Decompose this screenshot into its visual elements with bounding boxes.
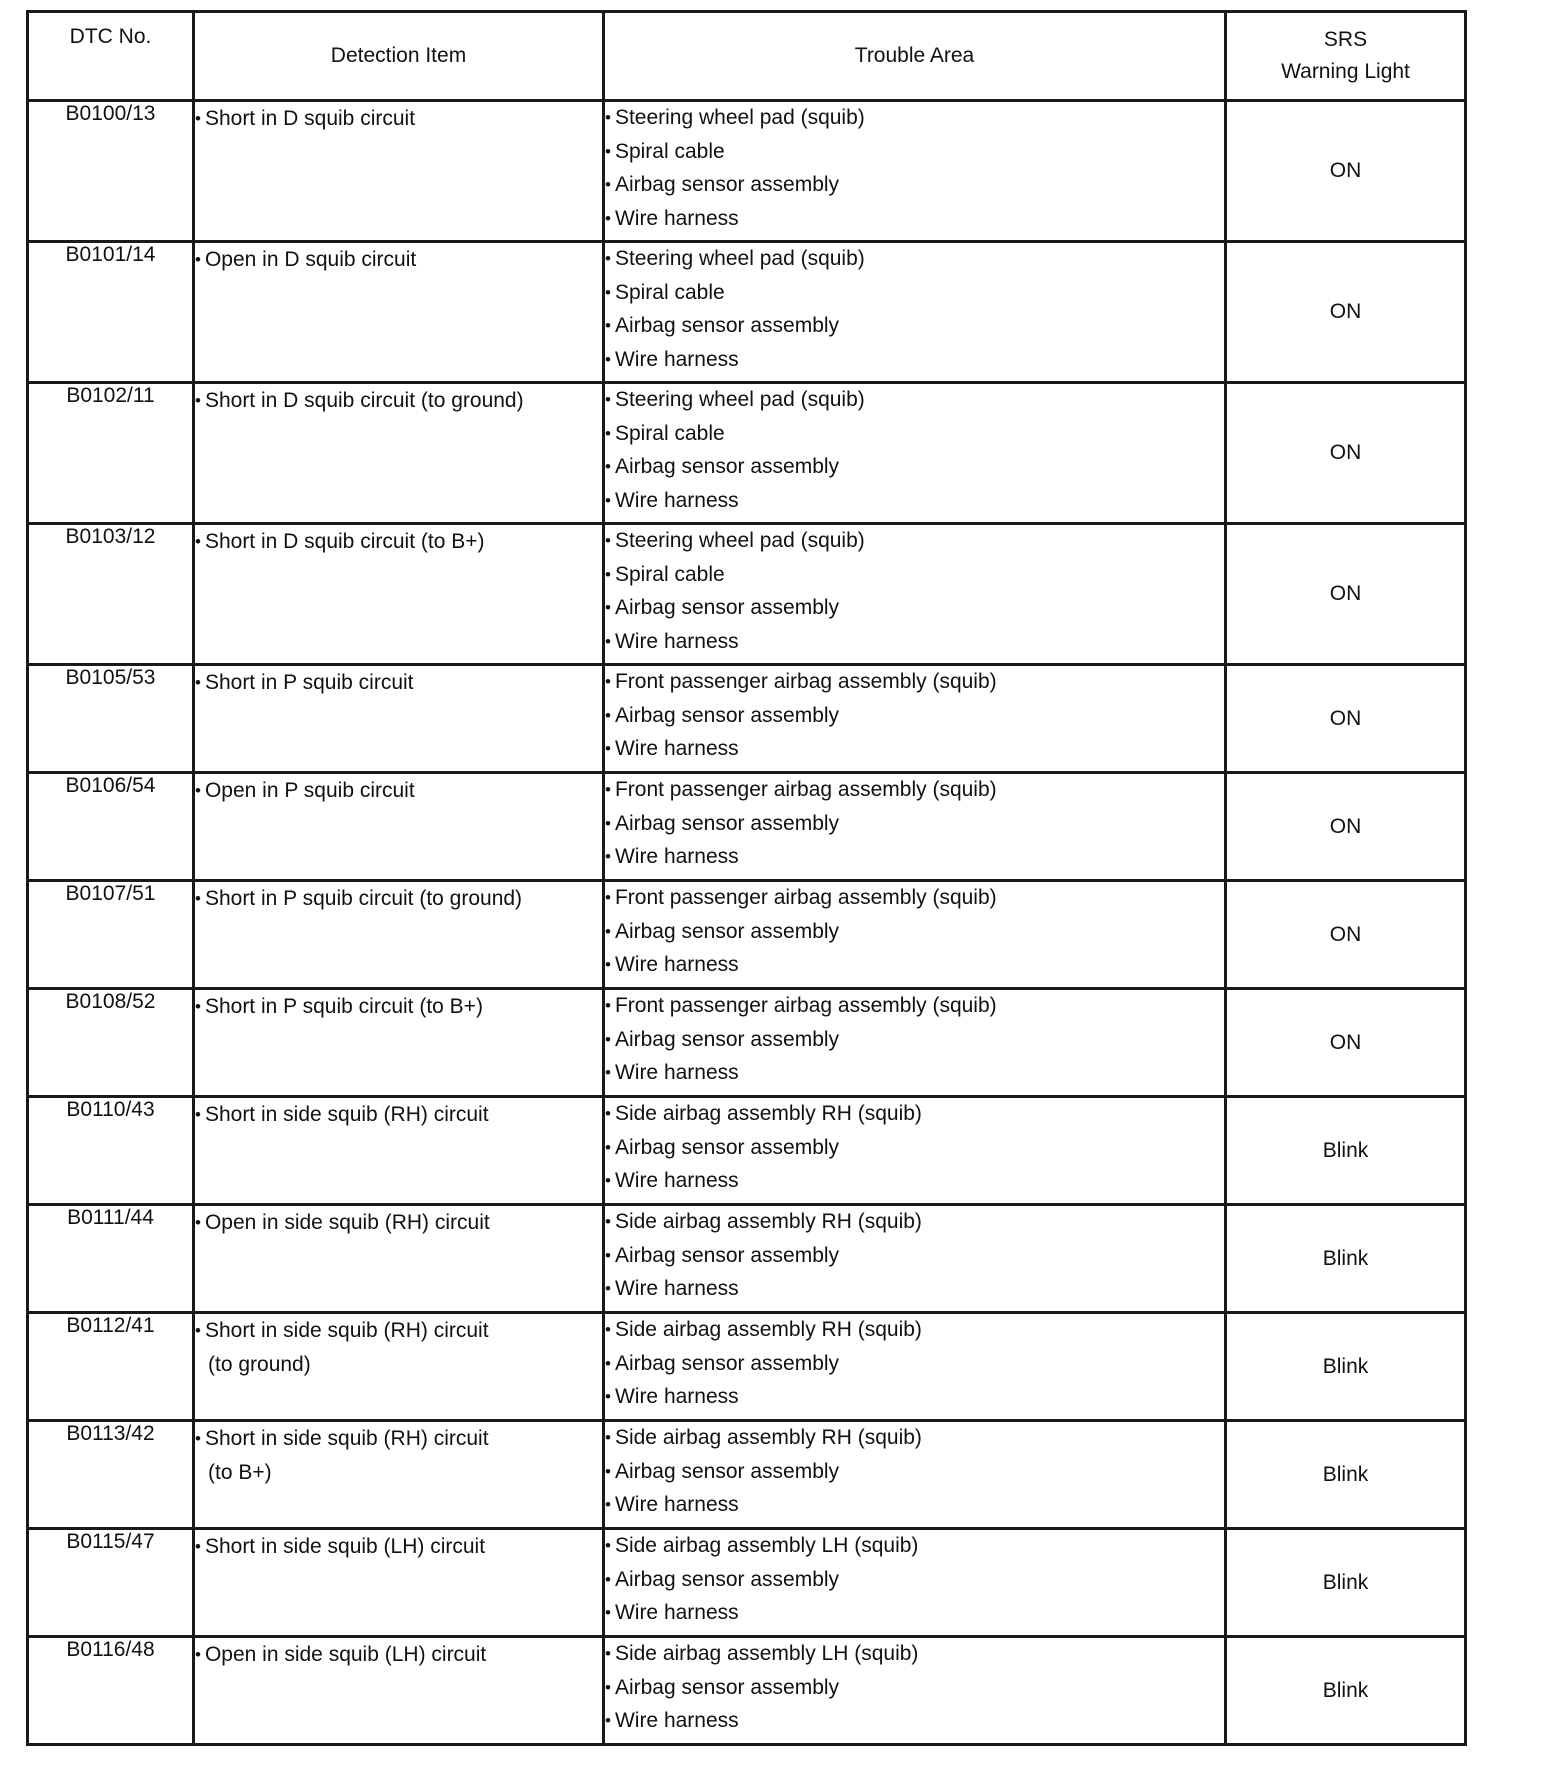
detection-item — [194, 989, 604, 1097]
trouble-area — [604, 1205, 1226, 1313]
table-row — [28, 665, 1466, 773]
detection-text: • Open in D squib circuit — [195, 243, 602, 277]
dtc-number: B0111/44 — [28, 1205, 194, 1313]
detection-text: • Short in side squib (RH) circuit — [195, 1098, 602, 1132]
detection-item — [194, 1421, 604, 1529]
trouble-area — [604, 383, 1226, 524]
header-dtc-no: DTC No. — [28, 12, 194, 101]
trouble-area-item: • Spiral cable — [605, 277, 1224, 311]
detection-item — [194, 1313, 604, 1421]
srs-warning-light-status: Blink — [1226, 1097, 1466, 1205]
trouble-area-item: • Wire harness — [605, 1705, 1224, 1739]
trouble-area-item: • Airbag sensor assembly — [605, 1564, 1224, 1598]
srs-warning-light-status: ON — [1226, 773, 1466, 881]
trouble-area — [604, 773, 1226, 881]
trouble-area-item: • Front passenger airbag assembly (squib) — [605, 882, 1224, 916]
trouble-area-item: • Airbag sensor assembly — [605, 1132, 1224, 1166]
detection-item — [194, 101, 604, 242]
detection-item — [194, 383, 604, 524]
detection-text: • Short in D squib circuit — [195, 102, 602, 136]
srs-warning-light-status: ON — [1226, 881, 1466, 989]
trouble-area-item: • Wire harness — [605, 485, 1224, 519]
table-row — [28, 1637, 1466, 1745]
detection-text: • Short in D squib circuit (to B+) — [195, 525, 602, 559]
dtc-number: B0103/12 — [28, 524, 194, 665]
trouble-area-item: • Steering wheel pad (squib) — [605, 102, 1224, 136]
dtc-number: B0108/52 — [28, 989, 194, 1097]
table-row — [28, 242, 1466, 383]
trouble-area-item: • Wire harness — [605, 1057, 1224, 1091]
trouble-area-item: • Front passenger airbag assembly (squib) — [605, 774, 1224, 808]
trouble-area — [604, 524, 1226, 665]
header-srs-warning-light — [1226, 12, 1466, 101]
detection-text-continued: (to B+) — [208, 1461, 272, 1484]
dtc-number: B0107/51 — [28, 881, 194, 989]
trouble-area-item: • Spiral cable — [605, 559, 1224, 593]
trouble-area-item: • Airbag sensor assembly — [605, 169, 1224, 203]
table-row — [28, 1205, 1466, 1313]
detection-item — [194, 1529, 604, 1637]
detection-item — [194, 524, 604, 665]
trouble-area-item: • Airbag sensor assembly — [605, 310, 1224, 344]
trouble-area-item: • Airbag sensor assembly — [605, 916, 1224, 950]
detection-item — [194, 1097, 604, 1205]
table-row — [28, 773, 1466, 881]
srs-warning-light-status: ON — [1226, 989, 1466, 1097]
table-row — [28, 101, 1466, 242]
dtc-number: B0113/42 — [28, 1421, 194, 1529]
trouble-area — [604, 1421, 1226, 1529]
detection-item — [194, 773, 604, 881]
table-row — [28, 1529, 1466, 1637]
dtc-number: B0112/41 — [28, 1313, 194, 1421]
trouble-area-item: • Side airbag assembly RH (squib) — [605, 1422, 1224, 1456]
trouble-area — [604, 1313, 1226, 1421]
dtc-number: B0110/43 — [28, 1097, 194, 1205]
trouble-area-item: • Airbag sensor assembly — [605, 1672, 1224, 1706]
trouble-area — [604, 989, 1226, 1097]
trouble-area-item: • Spiral cable — [605, 136, 1224, 170]
detection-text: • Open in side squib (LH) circuit — [195, 1638, 602, 1672]
trouble-area-item: • Wire harness — [605, 1381, 1224, 1415]
trouble-area-item: • Airbag sensor assembly — [605, 592, 1224, 626]
dtc-number: B0102/11 — [28, 383, 194, 524]
table-row — [28, 1421, 1466, 1529]
detection-text: • Short in P squib circuit — [195, 666, 602, 700]
table-row — [28, 881, 1466, 989]
detection-text: • Short in P squib circuit (to ground) — [195, 882, 602, 916]
header-warning-line1: SRS — [1323, 28, 1368, 51]
trouble-area-item: • Wire harness — [605, 1597, 1224, 1631]
trouble-area-item: • Airbag sensor assembly — [605, 700, 1224, 734]
trouble-area-item: • Wire harness — [605, 626, 1224, 660]
trouble-area-item: • Wire harness — [605, 344, 1224, 378]
trouble-area-item: • Side airbag assembly LH (squib) — [605, 1530, 1224, 1564]
trouble-area — [604, 1637, 1226, 1745]
trouble-area-item: • Wire harness — [605, 1273, 1224, 1307]
dtc-number: B0106/54 — [28, 773, 194, 881]
detection-text: • Short in D squib circuit (to ground) — [195, 384, 602, 418]
trouble-area-item: • Wire harness — [605, 1165, 1224, 1199]
header-warning-line2: Warning Light — [1281, 60, 1410, 83]
detection-text: • Open in P squib circuit — [195, 774, 602, 808]
srs-warning-light-status: ON — [1226, 383, 1466, 524]
detection-text: • Short in side squib (RH) circuit — [195, 1422, 602, 1456]
trouble-area-item: • Side airbag assembly LH (squib) — [605, 1638, 1224, 1672]
detection-item — [194, 1205, 604, 1313]
dtc-number: B0105/53 — [28, 665, 194, 773]
srs-warning-light-status: Blink — [1226, 1313, 1466, 1421]
trouble-area — [604, 1529, 1226, 1637]
trouble-area-item: • Side airbag assembly RH (squib) — [605, 1098, 1224, 1132]
trouble-area-item: • Side airbag assembly RH (squib) — [605, 1206, 1224, 1240]
trouble-area-item: • Airbag sensor assembly — [605, 1456, 1224, 1490]
table-row — [28, 383, 1466, 524]
trouble-area-item: • Side airbag assembly RH (squib) — [605, 1314, 1224, 1348]
table-header-row — [28, 12, 1466, 101]
trouble-area-item: • Wire harness — [605, 1489, 1224, 1523]
trouble-area-item: • Airbag sensor assembly — [605, 808, 1224, 842]
table-row — [28, 1097, 1466, 1205]
dtc-table — [26, 10, 1467, 1746]
detection-text: • Short in side squib (LH) circuit — [195, 1530, 602, 1564]
dtc-number: B0116/48 — [28, 1637, 194, 1745]
detection-item — [194, 242, 604, 383]
trouble-area-item: • Wire harness — [605, 949, 1224, 983]
trouble-area-item: • Spiral cable — [605, 418, 1224, 452]
srs-warning-light-status: ON — [1226, 665, 1466, 773]
srs-warning-light-status: ON — [1226, 524, 1466, 665]
srs-warning-light-status: Blink — [1226, 1421, 1466, 1529]
trouble-area — [604, 242, 1226, 383]
detection-item — [194, 665, 604, 773]
srs-warning-light-status: Blink — [1226, 1205, 1466, 1313]
trouble-area-item: • Wire harness — [605, 203, 1224, 237]
detection-text: • Short in P squib circuit (to B+) — [195, 990, 602, 1024]
detection-text: • Short in side squib (RH) circuit — [195, 1314, 602, 1348]
detection-item — [194, 881, 604, 989]
srs-warning-light-status: Blink — [1226, 1529, 1466, 1637]
trouble-area-item: • Airbag sensor assembly — [605, 1240, 1224, 1274]
header-detection-item: Detection Item — [194, 12, 604, 101]
trouble-area — [604, 665, 1226, 773]
trouble-area-item: • Steering wheel pad (squib) — [605, 243, 1224, 277]
trouble-area — [604, 881, 1226, 989]
detection-item — [194, 1637, 604, 1745]
dtc-number: B0100/13 — [28, 101, 194, 242]
table-row — [28, 524, 1466, 665]
table-row — [28, 989, 1466, 1097]
detection-text-continued: (to ground) — [208, 1353, 311, 1376]
header-trouble-area: Trouble Area — [604, 12, 1226, 101]
trouble-area-item: • Wire harness — [605, 733, 1224, 767]
trouble-area-item: • Airbag sensor assembly — [605, 451, 1224, 485]
srs-warning-light-status: ON — [1226, 242, 1466, 383]
srs-warning-light-status: Blink — [1226, 1637, 1466, 1745]
trouble-area-item: • Airbag sensor assembly — [605, 1348, 1224, 1382]
table-row — [28, 1313, 1466, 1421]
dtc-number: B0115/47 — [28, 1529, 194, 1637]
trouble-area-item: • Steering wheel pad (squib) — [605, 384, 1224, 418]
trouble-area-item: • Airbag sensor assembly — [605, 1024, 1224, 1058]
dtc-number: B0101/14 — [28, 242, 194, 383]
trouble-area-item: • Front passenger airbag assembly (squib) — [605, 990, 1224, 1024]
srs-warning-light-status: ON — [1226, 101, 1466, 242]
trouble-area-item: • Front passenger airbag assembly (squib) — [605, 666, 1224, 700]
trouble-area — [604, 1097, 1226, 1205]
detection-text: • Open in side squib (RH) circuit — [195, 1206, 602, 1240]
trouble-area-item: • Steering wheel pad (squib) — [605, 525, 1224, 559]
trouble-area-item: • Wire harness — [605, 841, 1224, 875]
trouble-area — [604, 101, 1226, 242]
table-body — [28, 101, 1466, 1745]
